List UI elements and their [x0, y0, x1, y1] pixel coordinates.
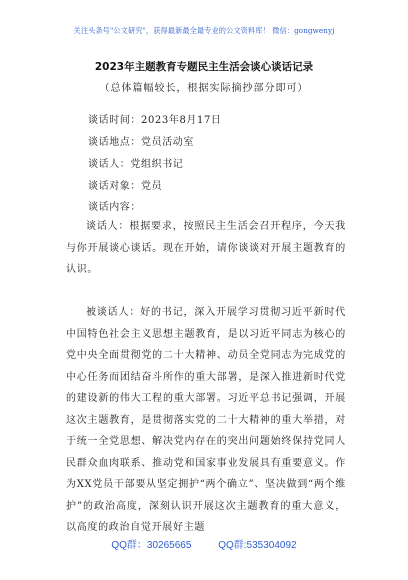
paragraph-interviewee: 被谈话人：好的书记，深入开展学习贯彻习近平新时代中国特色社会主义思想主题教育，是以习近平同志为核心的党中央全面贯彻党的二十大精神、动员全党同志为完成党的中心任务而团结奋斗所作的重大部署，是深入推进新时代党的建设新的伟大工程的重大部署。习近平总书记强调，开展这次主题教育，是贯彻落实党的二十大精神的重大举措，对于统一全党思想、解决党内存在的突出问题始终保持党同人民群众血肉联系、推动党和国家事业发展具有重要意义。作为XX党员干部要从坚定拥护“两个确立”、坚决做到“两个维护”的政治高度，深刻认识开展这次主题教育的重大意义，以高度的政治自觉开展好主题: [66, 307, 346, 533]
meta-speaker: 谈话人：党组织书记: [88, 159, 184, 170]
meta-content-label: 谈话内容：: [88, 202, 141, 213]
footer-qq-group-2: QQ群:535304092: [218, 540, 297, 551]
header-banner: 关注头条号"公文研究"，获得最新最全最专业的公文资料库！ 微信：gongwenyj: [73, 26, 335, 35]
meta-target: 谈话对象：党员: [88, 181, 163, 192]
meta-place: 谈话地点：党员活动室: [88, 137, 194, 148]
meta-time: 谈话时间：2023年8月17日: [88, 115, 222, 126]
paragraph-interviewer: 谈话人：根据要求，按照民主生活会召开程序，今天我与你开展谈心谈话。现在开始，请你谈谈对开展主题教育的认识。: [66, 221, 346, 275]
document-subtitle: （总体篇幅较长，根据实际摘抄部分即可）: [99, 83, 309, 94]
footer-contact: [0, 536, 408, 551]
footer-qq-group-1: QQ群：30265665: [111, 540, 192, 551]
document-title: 2023年主题教育专题民主生活会谈心谈话记录: [94, 61, 314, 73]
